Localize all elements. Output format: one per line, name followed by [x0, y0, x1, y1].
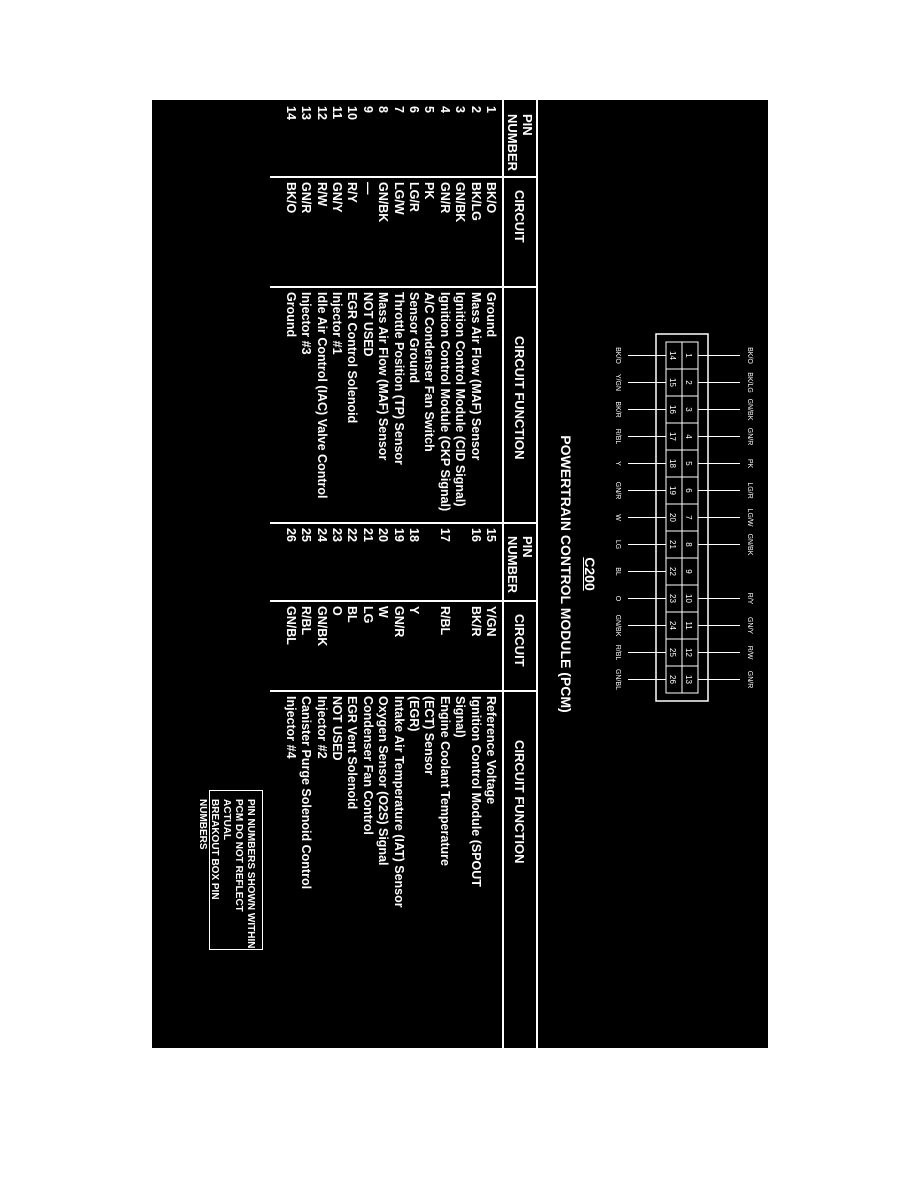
- circuit-function-cell: Idle Air Control (IAC) Valve Control: [314, 292, 329, 499]
- pin-number-cell: 16: [468, 528, 483, 542]
- pin-number: 9: [684, 569, 693, 574]
- wire-color-label: R/BL: [614, 428, 621, 445]
- circuit-cell: Y/GN: [484, 606, 498, 637]
- pin-number: 22: [668, 567, 677, 576]
- circuit-cell: GN/BK: [314, 606, 329, 647]
- circuit-cell: GN/R: [391, 606, 406, 638]
- rotated-diagram: [152, 100, 768, 1048]
- circuit-cell: BL: [345, 606, 360, 623]
- pin-number: 8: [684, 542, 693, 547]
- circuit-cell: LG/W: [391, 182, 406, 215]
- circuit-cell: GN/Y: [330, 182, 345, 213]
- circuit-cell: R/Y: [345, 182, 360, 203]
- right-function-column: [270, 690, 536, 1048]
- pin-number-cell: [421, 522, 436, 600]
- circuit-function-cell: Ignition Control Module (SPOUT: [468, 696, 483, 887]
- pin-number-cell: 4: [437, 106, 452, 113]
- pin-number: 14: [668, 351, 677, 360]
- right-pin-list: [283, 522, 498, 600]
- pin-number: 23: [668, 594, 677, 603]
- circuit-function-cell: Intake Air Temperature (IAT) Sensor: [391, 696, 406, 908]
- wire-color-label: R/Y: [746, 592, 753, 605]
- circuit-cell: W: [376, 606, 391, 618]
- wire-color-label: GN/BK: [746, 398, 753, 421]
- wire-color-label: LG: [614, 539, 621, 550]
- pin-number-cell: 2: [468, 106, 483, 113]
- connector-id: C200: [582, 557, 598, 591]
- pin-number-cell: 21: [360, 528, 375, 542]
- pin-number-cell: 11: [330, 106, 345, 120]
- pin-number-cell: 20: [376, 528, 391, 542]
- pin-number-cell: 19: [391, 528, 406, 542]
- circuit-cell: LG: [360, 606, 375, 624]
- circuit-cell: GN/R: [299, 182, 314, 214]
- connector-diagram: [598, 100, 768, 1048]
- wire-color-label: BK/O: [746, 347, 753, 364]
- pin-number: 17: [668, 432, 677, 441]
- pin-number-cell: 12: [314, 106, 329, 120]
- wire-color-label: BK/LG: [746, 372, 753, 393]
- left-function-column: [270, 286, 536, 524]
- pin-number: 2: [684, 380, 693, 385]
- circuit-cell: R/W: [314, 182, 329, 207]
- pin-number-cell: 9: [360, 106, 375, 113]
- pin-number-cell: 6: [407, 106, 422, 113]
- circuit-cell: Y: [407, 606, 422, 615]
- circuit-function-cell: Throttle Position (TP) Sensor: [391, 292, 406, 465]
- pin-number-cell: 14: [283, 106, 298, 120]
- wire-color-label: Y: [614, 461, 621, 466]
- circuit-cell: R/BL: [299, 606, 314, 636]
- circuit-cell: LG/R: [407, 182, 422, 212]
- wire-color-label: GN/BK: [614, 614, 621, 637]
- pin-number-cell: 26: [283, 528, 298, 542]
- header-pin-right: PIN NUMBER: [502, 522, 536, 600]
- pin-number-cell: 13: [299, 106, 314, 120]
- circuit-function-cell: Canister Purge Solenoid Control: [299, 696, 314, 890]
- pin-number-cell: 5: [422, 106, 437, 113]
- left-function-list: [283, 286, 498, 522]
- pin-number: 10: [684, 594, 693, 603]
- circuit-cell: R/BL: [437, 606, 452, 636]
- circuit-cell: —: [360, 182, 375, 195]
- right-function-list: [283, 690, 498, 1048]
- circuit-function-cell: (EGR): [407, 696, 422, 732]
- pin-number: 12: [684, 648, 693, 657]
- circuit-function-cell: Injector #1: [330, 292, 345, 355]
- wire-color-label: LG/W: [746, 508, 753, 527]
- pin-number: 26: [668, 675, 677, 684]
- module-title: POWERTRAIN CONTROL MODULE (PCM): [558, 435, 574, 713]
- circuit-function-cell: Mass Air Flow (MAF) Sensor: [376, 292, 391, 461]
- pin-number: 13: [684, 675, 693, 684]
- wire-color-label: BK/R: [614, 401, 621, 418]
- wire-color-label: GN/BK: [746, 533, 753, 556]
- circuit-function-cell: Signal): [453, 696, 468, 738]
- pin-number-cell: 10: [345, 106, 360, 120]
- circuit-cell: GN/BK: [376, 182, 391, 223]
- circuit-cell: GN/BL: [283, 606, 298, 645]
- circuit-cell: [452, 600, 467, 690]
- pin-number-note: [197, 790, 263, 950]
- pin-number: 24: [668, 621, 677, 630]
- circuit-cell: [421, 600, 436, 690]
- circuit-cell: GN/R: [437, 182, 452, 214]
- wire-color-label: GN/BL: [614, 668, 621, 691]
- wire-color-label: GN/Y: [746, 616, 753, 635]
- pin-number-cell: 23: [330, 528, 345, 542]
- circuit-cell: BK/O: [484, 182, 498, 214]
- circuit-function-cell: Sensor Ground: [407, 292, 422, 383]
- diagram-page: [152, 100, 768, 1048]
- pin-number: 1: [684, 353, 693, 358]
- wire-color-label: GN/R: [746, 427, 753, 446]
- circuit-function-cell: Injector #4: [283, 696, 298, 759]
- pin-number: 19: [668, 486, 677, 495]
- pin-number: 11: [684, 621, 693, 630]
- pin-number: 3: [684, 407, 693, 412]
- connector-area: [536, 100, 768, 1048]
- circuit-cell: BK/LG: [468, 182, 483, 221]
- pin-number-cell: 18: [407, 528, 422, 542]
- right-circuit-list: [283, 600, 498, 690]
- circuit-function-cell: Ground: [283, 292, 298, 338]
- circuit-cell: PK: [422, 182, 437, 200]
- header-circuit-right: CIRCUIT: [502, 600, 536, 690]
- pin-number-cell: 7: [391, 106, 406, 113]
- pin-number-cell: 17: [437, 528, 452, 542]
- right-circuit-column: [270, 600, 536, 692]
- wire-color-label: W: [614, 514, 621, 521]
- circuit-function-cell: EGR Vent Solenoid: [345, 696, 360, 810]
- circuit-function-cell: EGR Control Solenoid: [345, 292, 360, 424]
- right-pin-column: [270, 522, 536, 602]
- wire-color-label: BL: [614, 567, 621, 576]
- circuit-function-cell: Engine Coolant Temperature: [437, 696, 452, 866]
- circuit-function-cell: Injector #2: [314, 696, 329, 759]
- left-pin-list: [283, 100, 498, 176]
- left-pin-column: [270, 100, 536, 178]
- pin-number-cell: 25: [299, 528, 314, 542]
- pin-table: [270, 100, 536, 1048]
- wire-color-label: R/BL: [614, 644, 621, 661]
- header-circuit-left: CIRCUIT: [502, 176, 536, 286]
- circuit-function-cell: Mass Air Flow (MAF) Sensor: [468, 292, 483, 461]
- wire-color-label: PK: [746, 458, 753, 469]
- pin-number-cell: 3: [453, 106, 468, 113]
- circuit-function-cell: Ignition Control Module (CID Signal): [453, 292, 468, 507]
- wire-color-label: R/W: [746, 645, 753, 660]
- note-line-2: PCM DO NOT REFLECT ACTUAL: [221, 799, 244, 912]
- pin-number: 25: [668, 648, 677, 657]
- left-circuit-list: [283, 176, 498, 286]
- pin-number-cell: 8: [376, 106, 391, 113]
- circuit-function-cell: (ECT) Sensor: [422, 696, 437, 776]
- pin-number: 7: [684, 515, 693, 520]
- wire-color-label: O: [614, 595, 621, 602]
- pin-number-cell: 15: [484, 528, 498, 542]
- pin-number: 4: [684, 434, 693, 439]
- pin-number: 5: [684, 461, 693, 466]
- circuit-function-cell: A/C Condenser Fan Switch: [422, 292, 437, 452]
- pin-number-cell: 1: [484, 106, 498, 113]
- pin-number-cell: [452, 522, 467, 600]
- circuit-function-cell: NOT USED: [330, 696, 345, 761]
- circuit-cell: O: [330, 606, 345, 616]
- pin-number: 16: [668, 405, 677, 414]
- note-line-1: PIN NUMBERS SHOWN WITHIN: [245, 799, 256, 949]
- wire-color-label: Y/GN: [614, 373, 621, 392]
- header-function-left: CIRCUIT FUNCTION: [502, 286, 536, 522]
- circuit-cell: BK/R: [468, 606, 483, 637]
- pin-number: 21: [668, 540, 677, 549]
- circuit-function-cell: Condenser Fan Control: [360, 696, 375, 835]
- wire-color-label: BK/O: [614, 347, 621, 364]
- note-line-3: BREAKOUT BOX PIN NUMBERS: [197, 799, 220, 900]
- pin-number-cell: 24: [314, 528, 329, 542]
- circuit-function-cell: Reference Voltage: [484, 696, 498, 805]
- circuit-function-cell: NOT USED: [360, 292, 375, 357]
- pin-number-cell: 22: [345, 528, 360, 542]
- pin-number: 18: [668, 459, 677, 468]
- circuit-function-cell: Ground: [484, 292, 498, 338]
- circuit-function-cell: Oxygen Sensor (O2S) Signal: [376, 696, 391, 866]
- pin-number: 15: [668, 378, 677, 387]
- wire-color-label: LG/R: [746, 482, 753, 499]
- left-circuit-column: [270, 176, 536, 288]
- wire-color-label: GN/R: [746, 670, 753, 689]
- pin-number: 6: [684, 488, 693, 493]
- header-function-right: CIRCUIT FUNCTION: [502, 690, 536, 1048]
- header-pin-left: PIN NUMBER: [502, 100, 536, 176]
- circuit-cell: GN/BK: [453, 182, 468, 223]
- pin-number: 20: [668, 513, 677, 522]
- circuit-function-cell: Ignition Control Module (CKP Signal): [437, 292, 452, 512]
- wire-color-label: GN/R: [614, 481, 621, 500]
- circuit-cell: BK/O: [283, 182, 298, 214]
- circuit-function-cell: Injector #3: [299, 292, 314, 355]
